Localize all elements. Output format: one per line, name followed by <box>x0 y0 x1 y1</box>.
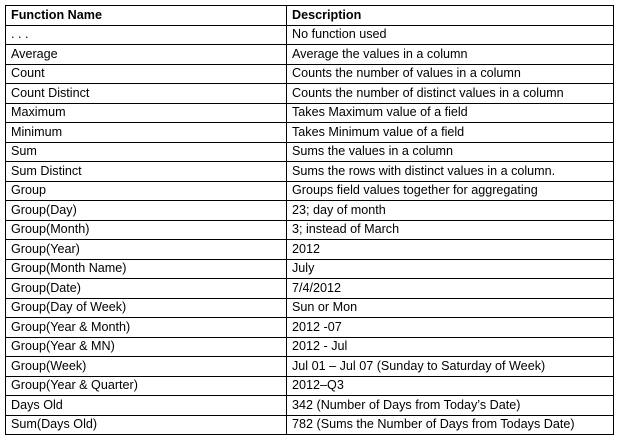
table-row <box>6 142 614 162</box>
function-name-cell: Average <box>6 45 287 65</box>
table-row <box>6 84 614 104</box>
function-name-cell: Group(Year & MN) <box>6 337 287 357</box>
description-cell: Jul 01 – Jul 07 (Sunday to Saturday of Week) <box>287 357 614 377</box>
description-cell: 23; day of month <box>287 201 614 221</box>
header-function-name: Function Name <box>6 6 287 26</box>
description-cell: Counts the number of distinct values in a column <box>287 84 614 104</box>
description-cell: Groups field values together for aggregating <box>287 181 614 201</box>
function-name-cell: Sum <box>6 142 287 162</box>
table-body <box>6 25 614 435</box>
table-row <box>6 357 614 377</box>
function-name-cell: Group(Year) <box>6 240 287 260</box>
function-name-cell: Group(Year & Quarter) <box>6 376 287 396</box>
header-description: Description <box>287 6 614 26</box>
description-cell: Average the values in a column <box>287 45 614 65</box>
table-row <box>6 162 614 182</box>
description-cell: 2012 - Jul <box>287 337 614 357</box>
table-row <box>6 25 614 45</box>
description-cell: Takes Minimum value of a field <box>287 123 614 143</box>
function-name-cell: Sum Distinct <box>6 162 287 182</box>
table-row <box>6 181 614 201</box>
table-header-row <box>6 6 614 26</box>
table-row <box>6 240 614 260</box>
function-name-cell: Minimum <box>6 123 287 143</box>
description-cell: July <box>287 259 614 279</box>
table-row <box>6 376 614 396</box>
table-row <box>6 298 614 318</box>
description-cell: Sun or Mon <box>287 298 614 318</box>
function-name-cell: Group <box>6 181 287 201</box>
table-row <box>6 201 614 221</box>
function-name-cell: Count Distinct <box>6 84 287 104</box>
table-row <box>6 318 614 338</box>
function-name-cell: Group(Day of Week) <box>6 298 287 318</box>
description-cell: 2012 -07 <box>287 318 614 338</box>
description-cell: Sums the values in a column <box>287 142 614 162</box>
table-row <box>6 337 614 357</box>
function-name-cell: . . . <box>6 25 287 45</box>
description-cell: 7/4/2012 <box>287 279 614 299</box>
description-cell: Counts the number of values in a column <box>287 64 614 84</box>
table-row <box>6 279 614 299</box>
function-name-cell: Group(Year & Month) <box>6 318 287 338</box>
description-cell: Takes Maximum value of a field <box>287 103 614 123</box>
function-name-cell: Sum(Days Old) <box>6 415 287 435</box>
description-cell: Sums the rows with distinct values in a column. <box>287 162 614 182</box>
function-name-cell: Group(Day) <box>6 201 287 221</box>
function-name-cell: Group(Month) <box>6 220 287 240</box>
function-name-cell: Days Old <box>6 396 287 416</box>
function-name-cell: Maximum <box>6 103 287 123</box>
function-name-cell: Group(Date) <box>6 279 287 299</box>
table-row <box>6 123 614 143</box>
functions-table <box>5 5 614 435</box>
table-row <box>6 415 614 435</box>
functions-table-container <box>5 5 613 435</box>
function-name-cell: Group(Week) <box>6 357 287 377</box>
table-row <box>6 259 614 279</box>
description-cell: 2012–Q3 <box>287 376 614 396</box>
table-row <box>6 220 614 240</box>
description-cell: No function used <box>287 25 614 45</box>
table-row <box>6 396 614 416</box>
function-name-cell: Group(Month Name) <box>6 259 287 279</box>
description-cell: 342 (Number of Days from Today’s Date) <box>287 396 614 416</box>
description-cell: 782 (Sums the Number of Days from Todays Date) <box>287 415 614 435</box>
table-row <box>6 45 614 65</box>
description-cell: 2012 <box>287 240 614 260</box>
table-row <box>6 64 614 84</box>
description-cell: 3; instead of March <box>287 220 614 240</box>
table-row <box>6 103 614 123</box>
function-name-cell: Count <box>6 64 287 84</box>
